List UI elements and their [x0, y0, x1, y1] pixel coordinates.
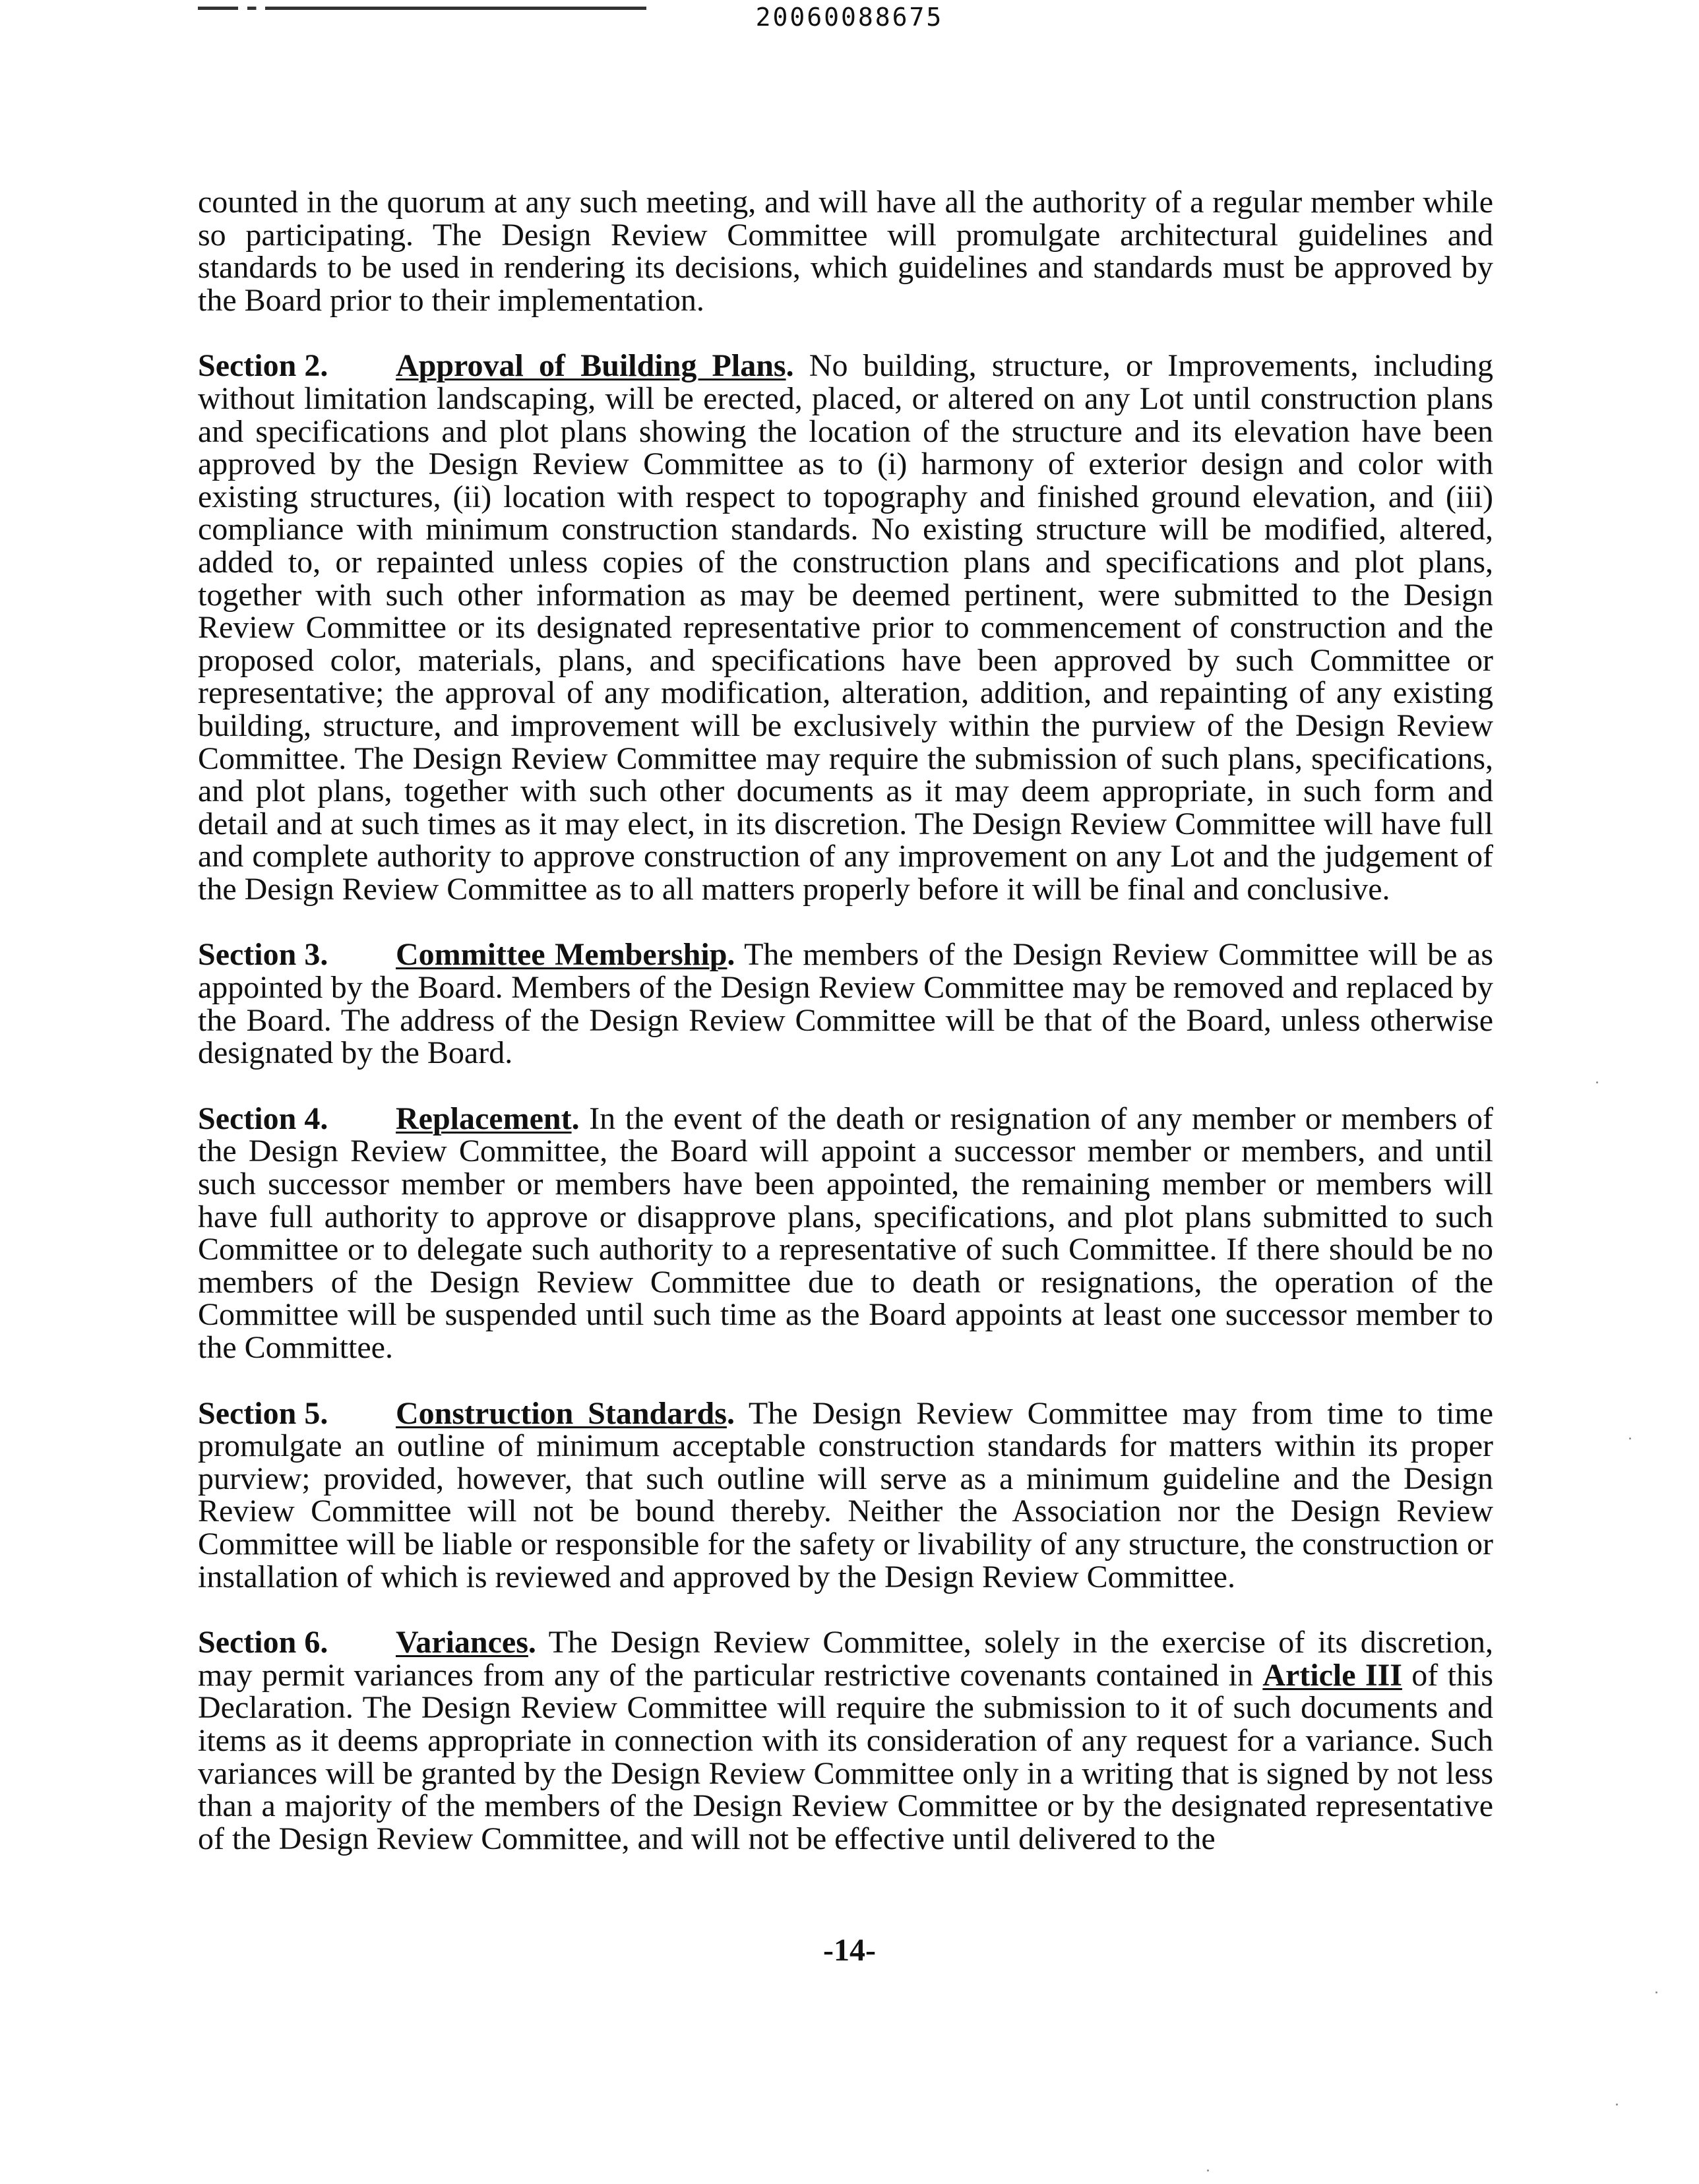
section-6-paragraph: Section 6. Variances. The Design Review Committee, solely in the exercise of its discretion, may permit variances from any of the particular restrictive covenants contained in Article III of this Declaration. The Design Review Committee will require the submission to it of such documents and items as it deems appropriate in connection with its consideration of any request for a variance. Such variances will be granted by the Design Review Committee only in a writing that is signed by not less than a majority of the members of the Design Review Committee or by the designated representative of the Design Review Committee, and will not be effective until delivered to the — [198, 1625, 1493, 1856]
continuation-paragraph: counted in the quorum at any such meeting, and will have all the authority of a regular member while so participating. The Design Review Committee will promulgate architectural guidelines and standards to be used in rendering its decisions, which guidelines and standards must be approved by the Board prior to their implementation. — [198, 185, 1493, 318]
section-title: Variances — [396, 1625, 528, 1660]
document-body — [198, 186, 1493, 1888]
scan-speck — [1629, 1438, 1631, 1440]
page-number: -14- — [823, 1933, 876, 1968]
section-number: Section 6. — [198, 1625, 328, 1660]
section-title: Approval of Building Plans — [396, 348, 786, 384]
scan-speck — [1207, 2169, 1209, 2171]
section-text: No building, structure, or Improvements, including without limitation landscaping, will be erected, placed, or altered on any Lot until construction plans and specifications and plot plans showing the location of the structure and its elevation have been approved by the Design Review Committee as to (i) harmony of exterior design and color with existing structures, (ii) location with respect to topography and finished ground elevation, and (iii) compliance with minimum construction standards. No existing structure will be modified, altered, added to, or repainted unless copies of the construction plans and specifications and plot plans, together with such other information as may be deemed pertinent, were submitted to the Design Review Committee or its designated representative prior to commencement of construction and the proposed color, materials, plans, and specifications have been approved by such Committee or representative; the approval of any modification, alteration, addition, and repainting of any existing building, structure, and improvement will be exclusively within the purview of the Design Review Committee. The Design Review Committee may require the submission of such plans, specifications, and plot plans, together with such other documents as it may deem appropriate, in such form and detail and at such times as it may elect, in its discretion. The Design Review Committee will have full and complete authority to approve construction of any improvement on any Lot and the judgement of the Design Review Committee as to all matters properly before it will be final and conclusive. — [198, 348, 1493, 907]
section-title: Construction Standards — [396, 1395, 727, 1431]
article-reference: Article III — [1262, 1657, 1402, 1693]
section-text: The Design Review Committee, solely in the exercise of its discretion, may permit variances from any of the particular restrictive covenants contained in — [198, 1625, 1493, 1693]
section-number: Section 4. — [198, 1101, 328, 1136]
section-text: The Design Review Committee may from time to time promulgate an outline of minimum acceptable construction standards for matters within its proper purview; provided, however, that such outline will serve as a minimum guideline and the Design Review Committee will not be bound thereby. Neither the Association nor the Design Review Committee will be liable or responsible for the safety or livability of any structure, the construction or installation of which is reviewed and approved by the Design Review Committee. — [198, 1395, 1494, 1594]
section-number: Section 3. — [198, 937, 328, 973]
section-title: Replacement — [396, 1101, 572, 1136]
section-title: Committee Membership — [396, 937, 727, 973]
section-5-paragraph: Section 5. Construction Standards. The Design Review Committee may from time to time promulgate an outline of minimum acceptable construction standards for matters within its proper purview; provided, however, that such outline will serve as a minimum guideline and the Design Review Committee will not be bound thereby. Neither the Association nor the Design Review Committee will be liable or responsible for the safety or livability of any structure, the construction or installation of which is reviewed and approved by the Design Review Committee. — [198, 1395, 1494, 1594]
section-4-paragraph: Section 4. Replacement. In the event of the death or resignation of any member or members of the Design Review Committee, the Board will appoint a successor member or members, and until such successor member or members have been appointed, the remaining member or members will have full authority to approve or disapprove plans, specifications, and plot plans submitted to such Committee or to delegate such authority to a representative of such Committee. If there should be no members of the Design Review Committee due to death or resignations, the operation of the Committee will be suspended until such time as the Board appoints at least one successor member to the Committee. — [198, 1101, 1493, 1365]
document-number: 20060088675 — [755, 3, 944, 32]
section-number: Section 5. — [198, 1395, 328, 1431]
section-text: The members of the Design Review Committee will be as appointed by the Board. Members of the Design Review Committee may be removed and replaced by the Board. The address of the Design Review Committee will be that of the Board, unless otherwise designated by the Board. — [198, 937, 1494, 1071]
section-text-continued: of this Declaration. The Design Review Committee will require the submission to it of such documents and items as it deems appropriate in connection with its consideration of any request for a variance. Such variances will be granted by the Design Review Committee only in a writing that is signed by not less than a majority of the members of the Design Review Committee or by the designated representative of the Design Review Committee, and will not be effective until delivered to the — [198, 1657, 1493, 1856]
section-text: In the event of the death or resignation of any member or members of the Design Review Committee, the Board will appoint a successor member or members, and until such successor member or members have been appointed, the remaining member or members will have full authority to approve or disapprove plans, specifications, and plot plans submitted to such Committee or to delegate such authority to a representative of such Committee. If there should be no members of the Design Review Committee due to death or resignations, the operation of the Committee will be suspended until such time as the Board appoints at least one successor member to the Committee. — [198, 1101, 1493, 1365]
section-number: Section 2. — [198, 348, 328, 384]
scan-speck — [1655, 1991, 1657, 1993]
scan-speck — [1596, 1081, 1598, 1083]
section-2-paragraph: Section 2. Approval of Building Plans. No building, structure, or Improvements, including without limitation landscaping, will be erected, placed, or altered on any Lot until construction plans and specifications and plot plans showing the location of the structure and its elevation have been approved by the Design Review Committee as to (i) harmony of exterior design and color with existing structures, (ii) location with respect to topography and finished ground elevation, and (iii) compliance with minimum construction standards. No existing structure will be modified, altered, added to, or repainted unless copies of the construction plans and specifications and plot plans, together with such other information as may be deemed pertinent, were submitted to the Design Review Committee or its designated representative prior to commencement of construction and the proposed color, materials, plans, and specifications have been approved by such Committee or representative; the approval of any modification, alteration, addition, and repainting of any existing building, structure, and improvement will be exclusively within the purview of the Design Review Committee. The Design Review Committee may require the submission of such plans, specifications, and plot plans, together with such other documents as it may deem appropriate, in such form and detail and at such times as it may elect, in its discretion. The Design Review Committee will have full and complete authority to approve construction of any improvement on any Lot and the judgement of the Design Review Committee as to all matters properly before it will be final and conclusive. — [198, 348, 1493, 907]
section-3-paragraph: Section 3. Committee Membership. The members of the Design Review Committee will be as appointed by the Board. Members of the Design Review Committee may be removed and replaced by the Board. The address of the Design Review Committee will be that of the Board, unless otherwise designated by the Board. — [198, 937, 1494, 1071]
scan-speck — [1616, 2104, 1618, 2106]
